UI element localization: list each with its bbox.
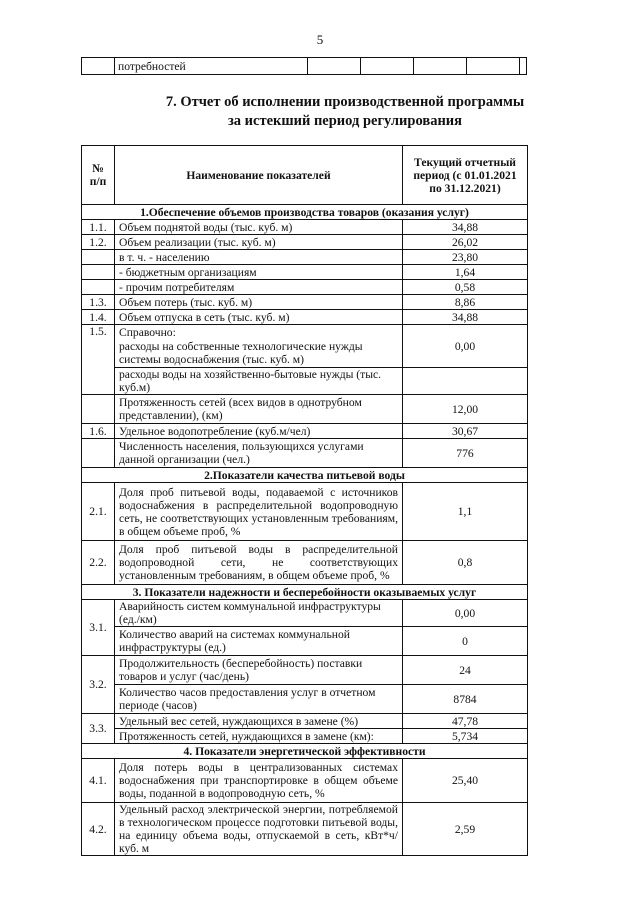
carryover-cell-3 [308,58,361,75]
table-row [82,235,528,250]
row-num: 1.6. [82,424,115,439]
table-row [82,714,528,729]
table-row [82,424,528,439]
table-row [82,325,528,340]
row-value: 24 [403,656,528,685]
row-name: Протяженность сетей (всех видов в однотрубном представлении), (км) [115,395,403,424]
row-name: Справочно: [115,325,403,340]
row-name: Объем отпуска в сеть (тыс. куб. м) [115,310,403,325]
header-num: № п/п [82,146,115,205]
carryover-cell-6 [467,58,520,75]
table-row [82,803,528,856]
row-value: 26,02 [403,235,528,250]
row-value: 23,80 [403,250,528,265]
row-value: 8,86 [403,295,528,310]
row-name: Доля проб питьевой воды в распределительной водопроводной сети, не соответствующих установленным требованиям, в общем объеме проб, % [115,541,403,585]
row-name: Аварийность систем коммунальной инфраструктуры (ед./км) [115,600,403,627]
row-num: 3.1. [82,600,115,656]
row-num: 2.2. [82,541,115,585]
row-value: 776 [403,439,528,468]
table-row [82,368,528,395]
section-2-header: 2.Показатели качества питьевой воды [82,468,528,483]
table-row [82,685,528,714]
table-row [82,541,528,585]
table-row [82,395,528,424]
row-value: 0,00 [403,325,528,368]
row-num [82,395,115,424]
row-value: 0,00 [403,600,528,627]
row-num: 3.3. [82,714,115,744]
row-name: Объем потерь (тыс. куб. м) [115,295,403,310]
row-name: - прочим потребителям [115,280,403,295]
section-row [82,205,528,220]
table-row [82,627,528,656]
section-title [0,93,640,131]
table-row [82,759,528,803]
carryover-cell-5 [414,58,467,75]
row-num: 1.1. [82,220,115,235]
row-num [82,280,115,295]
row-name: Удельное водопотребление (куб.м/чел) [115,424,403,439]
row-value: 12,00 [403,395,528,424]
header-name: Наименование показателей [115,146,403,205]
section-1-header: 1.Обеспечение объемов производства товаров (оказания услуг) [82,205,528,220]
table-row [82,265,528,280]
row-name: Численность населения, пользующихся услугами данной организации (чел.) [115,439,403,468]
table-row [82,295,528,310]
row-value: 8784 [403,685,528,714]
row-num [82,439,115,468]
row-value: 47,78 [403,714,528,729]
title-line-1: 7. Отчет об исполнении производственной программы [165,94,525,110]
row-value: 2,59 [403,803,528,856]
row-num: 1.3. [82,295,115,310]
row-num: 4.1. [82,759,115,803]
row-num: 3.2. [82,656,115,714]
row-num: 1.2. [82,235,115,250]
row-value: 1,64 [403,265,528,280]
row-name: Удельный расход электрической энергии, потребляемой в технологическом процессе подготовки питьевой воды, на единицу объема воды, отпускаемой в сеть, кВт*ч/куб. м [115,803,403,856]
row-num: 2.1. [82,483,115,541]
row-name: Количество аварий на системах коммунальной инфраструктуры (ед.) [115,627,403,656]
row-value: 0,8 [403,541,528,585]
row-value: 30,67 [403,424,528,439]
row-num [82,265,115,280]
row-num [82,250,115,265]
table-row [82,280,528,295]
row-value: 0,58 [403,280,528,295]
section-row [82,468,528,483]
carryover-row [82,58,527,75]
section-row [82,585,528,600]
carryover-cell-num [82,58,115,75]
row-name: Объем поднятой воды (тыс. куб. м) [115,220,403,235]
header-row [82,146,528,205]
row-num: 1.4. [82,310,115,325]
section-3-header: 3. Показатели надежности и бесперебойности оказываемых услуг [82,585,528,600]
carryover-cell-name: потребностей [115,58,308,75]
row-num: 1.5. [82,325,115,395]
row-name: Доля потерь воды в централизованных системах водоснабжения при транспортировке в общем объеме воды, поданной в водопроводную сеть, % [115,759,403,803]
row-name: расходы на собственные технологические нужды системы водоснабжения (тыс. куб. м) [115,339,403,368]
row-name: в т. ч. - населению [115,250,403,265]
row-name: расходы воды на хозяйственно-бытовые нужды (тыс. куб.м) [115,368,403,395]
row-value: 34,88 [403,220,528,235]
table-row [82,729,528,744]
table-row [82,310,528,325]
row-name: Протяженность сетей, нуждающихся в замене (км): [115,729,403,744]
row-value: 5,734 [403,729,528,744]
row-value: 0 [403,627,528,656]
carryover-cell-7 [520,58,527,75]
row-name: Количество часов предоставления услуг в отчетном периоде (часов) [115,685,403,714]
row-value: 25,40 [403,759,528,803]
row-num: 4.2. [82,803,115,856]
table-row [82,600,528,627]
row-value: 34,88 [403,310,528,325]
carryover-cell-4 [361,58,414,75]
row-name: Доля проб питьевой воды, подаваемой с источников водоснабжения в распределительной водопроводную сеть, не соответствующих установленным требованиям, в общем объеме проб, % [115,483,403,541]
table-row [82,483,528,541]
table-row [82,439,528,468]
section-row [82,744,528,759]
row-value [403,368,528,395]
table-row [82,656,528,685]
row-name: - бюджетным организациям [115,265,403,280]
header-period: Текущий отчетный период (с 01.01.2021 по 31.12.2021) [403,146,528,205]
report-table [81,145,528,856]
table-row [82,250,528,265]
table-row [82,220,528,235]
row-value: 1,1 [403,483,528,541]
row-name: Объем реализации (тыс. куб. м) [115,235,403,250]
title-line-2: за истекший период регулирования [227,113,463,129]
row-name: Удельный вес сетей, нуждающихся в замене (%) [115,714,403,729]
carryover-table [81,57,527,75]
page-number: 5 [316,32,324,47]
section-4-header: 4. Показатели энергетической эффективности [82,744,528,759]
row-name: Продолжительность (бесперебойность) поставки товаров и услуг (час/день) [115,656,403,685]
